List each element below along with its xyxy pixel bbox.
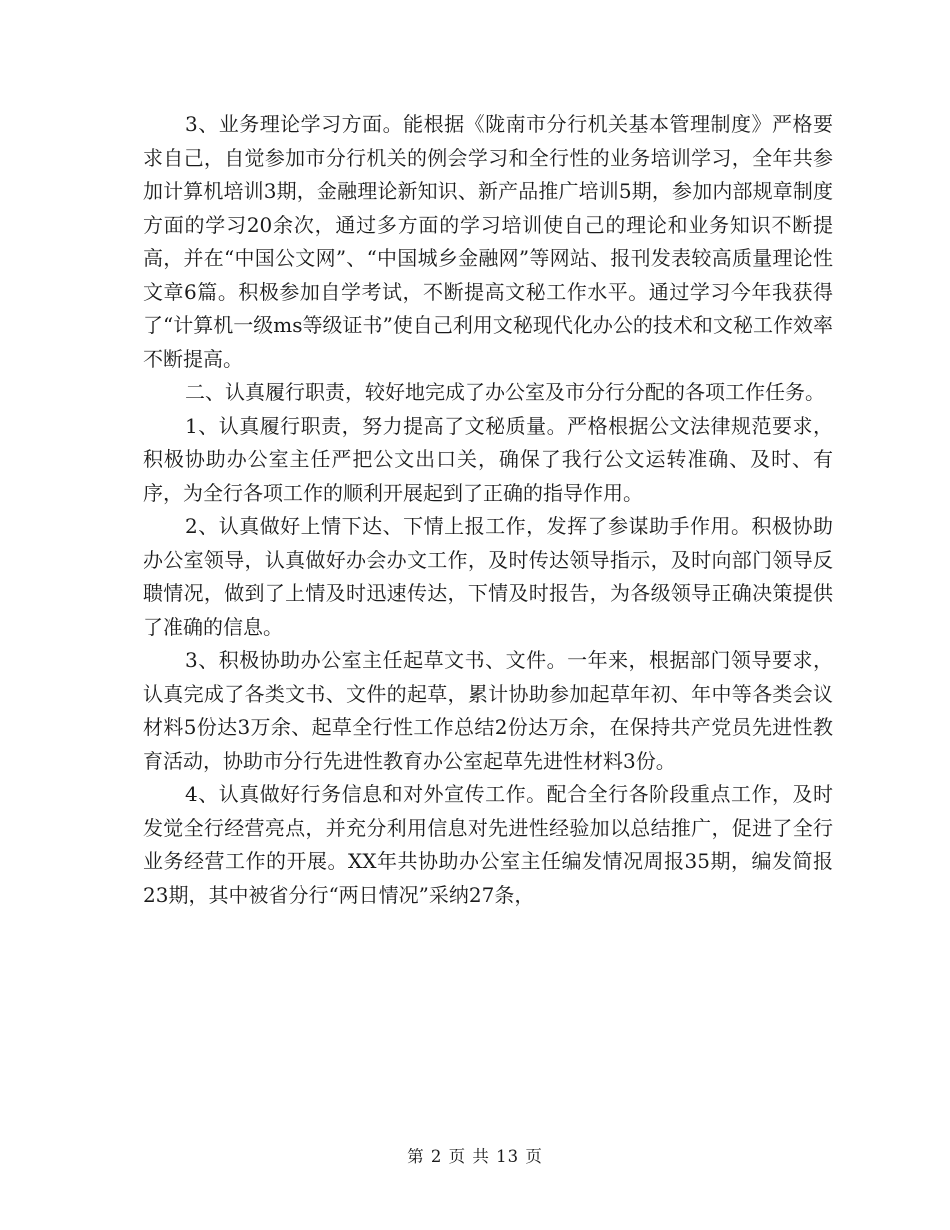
paragraph-information-relay: 2、认真做好上情下达、下情上报工作，发挥了参谋助手作用。积极协助办公室领导，认真做好办会办文工作，及时传达领导指示，及时向部门领导反聩情况，做到了上情及时迅速传达，下情及时报告，为各级领导正确决策提供了准确的信息。: [143, 514, 833, 639]
page-number-footer: 第 2 页 共 13 页: [407, 1147, 543, 1166]
document-body: [143, 108, 833, 912]
paragraph-section-two-heading: 二、认真履行职责，较好地完成了办公室及市分行分配的各项工作任务。: [185, 380, 825, 404]
paragraph-information-publicity: 4、认真做好行务信息和对外宣传工作。配合全行各阶段重点工作，及时发觉全行经营亮点，并充分利用信息对先进性经验加以总结推广，促进了全行业务经营工作的开展。XX年共协助办公室主任编发情况周报35期，编发简报23期，其中被省分行“两日情况”采纳27条，: [143, 782, 833, 907]
paragraph-document-drafting: 3、积极协助办公室主任起草文书、文件。一年来，根据部门领导要求，认真完成了各类文书、文件的起草，累计协助参加起草年初、年中等各类会议材料5份达3万余、起草全行性工作总结2份达万余，在保持共产党员先进性教育活动，协助市分行先进性教育办公室起草先进性材料3份。: [143, 648, 833, 773]
paragraph-business-theory-study: 3、业务理论学习方面。能根据《陇南市分行机关基本管理制度》严格要求自己，自觉参加市分行机关的例会学习和全行性的业务培训学习，全年共参加计算机培训3期，金融理论新知识、新产品推广培训5期，参加内部规章制度方面的学习20余次，通过多方面的学习培训使自己的理论和业务知识不断提高，并在“中国公文网”、“中国城乡金融网”等网站、报刊发表较高质量理论性文章6篇。积极参加自学考试，不断提高文秘工作水平。通过学习今年我获得了“计算机一级ms等级证书”使自己利用文秘现代化办公的技术和文秘工作效率不断提高。: [143, 112, 833, 371]
paragraph-secretarial-quality: 1、认真履行职责，努力提高了文秘质量。严格根据公文法律规范要求，积极协助办公室主任严把公文出口关，确保了我行公文运转准确、及时、有序，为全行各项工作的顺利开展起到了正确的指导作用。: [143, 413, 833, 505]
